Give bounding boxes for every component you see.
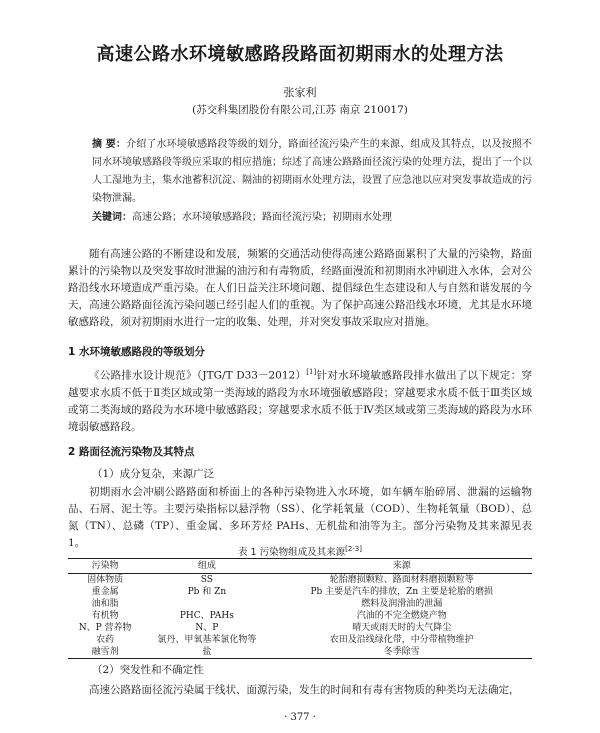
table-cell: 有机物 <box>91 611 119 621</box>
table-cell: N、P <box>195 623 219 633</box>
table-cell: 晴天或雨天时的大气降尘 <box>352 623 452 633</box>
table-cell: 农药 <box>96 635 115 645</box>
table-header-row <box>68 559 532 574</box>
section-1-citation: [1] <box>306 368 317 376</box>
table-1-caption-citation: [2-3] <box>345 544 362 553</box>
table-1-caption-text: 表 1 污染物组成及其来源 <box>238 547 346 558</box>
table-row <box>68 598 532 610</box>
table-row <box>68 574 532 587</box>
table-cell: 盐 <box>142 646 271 659</box>
section-2-subheading-2: （2）突发性和不确定性 <box>92 664 204 676</box>
table-cell: 重金属 <box>91 587 119 597</box>
keywords <box>92 208 532 223</box>
table-row <box>68 610 532 622</box>
table-cell: 氯丹、甲氧基苯氯化物等 <box>157 635 257 645</box>
table-header-cell: 污染物 <box>68 559 142 574</box>
table-cell: 冬季除雪 <box>272 646 532 659</box>
table-cell: 固体物质 <box>87 575 124 585</box>
section-1-heading: 1 水环境敏感路段的等级划分 <box>68 346 205 358</box>
table-header-cell: 来源 <box>272 559 532 574</box>
table-row <box>68 586 532 598</box>
table-cell: N、P 营养物 <box>78 623 132 633</box>
keywords-label: 关键词： <box>92 212 132 223</box>
section-1-paragraph <box>68 364 532 436</box>
table-cell: 汽油的不完全燃烧产物 <box>356 611 447 621</box>
section-2-subheading-1: （1）成分复杂，来源广泛 <box>92 468 215 480</box>
table-cell: 农田及沿线绿化带，中分带植物维护 <box>329 635 474 645</box>
section-2-paragraph-2: 高速公路路面径流污染属于线状、面源污染，发生的时间和有毒有害物质的种类均无法确定， <box>89 684 520 696</box>
table-row <box>68 646 532 659</box>
table-cell: SS <box>200 575 213 585</box>
keywords-text: 高速公路；水环境敏感路段；路面径流污染；初期雨水处理 <box>132 212 392 223</box>
table-1 <box>68 558 532 659</box>
section-1-text-after: 针对水环境敏感路段排水做出了以下规定：穿越要求水质不低于Ⅱ类区域或第一类海域的路段为水环境强敏感路段；穿越要求水质不低于Ⅲ类区域或第二类海域的路段为水环境中敏感路段；穿越要求水质不低于Ⅳ类区域或第三类海域的路段为水环境弱敏感路段。 <box>68 369 533 433</box>
page-number: · 377 · <box>284 712 316 723</box>
table-cell: 油和脂 <box>91 599 119 609</box>
table-cell <box>142 598 271 610</box>
abstract <box>92 136 532 208</box>
abstract-text: 介绍了水环境敏感路段等级的划分，路面径流污染产生的来源、组成及其特点，以及按照不同水环境敏感路段等级应采取的相应措施；综述了高速公路路面径流污染的处理方法，提出了一个以人工湿地为主，集水池蓄积沉淀、隔油的初期雨水处理方法，设置了应急池以应对突发事故造成的污染物泄漏。 <box>92 139 533 204</box>
affiliation: (苏交科集团股份有限公司,江苏 南京 210017) <box>192 104 408 116</box>
table-cell: PHC、PAHs <box>179 611 234 621</box>
table-cell: Pb 主要是汽车的排放，Zn 主要是轮胎的磨损 <box>310 587 494 597</box>
section-2-heading: 2 路面径流污染物及其特点 <box>68 446 195 458</box>
table-row <box>68 634 532 646</box>
table-header-cell: 组成 <box>142 559 271 574</box>
section-1-text-before: 《公路排水设计规范》（JTG/T D33－2012） <box>89 369 307 382</box>
abstract-label: 摘 要： <box>92 139 127 150</box>
table-1-caption <box>0 544 600 558</box>
table-cell: Pb 和 Zn <box>187 587 227 597</box>
table-cell: 融雪剂 <box>68 646 142 659</box>
table-row <box>68 622 532 634</box>
section-2-paragraph: 初期雨水会冲刷公路路面和桥面上的各种污染物进入水环境，如车辆车胎碎屑、泄漏的运输物品、石屑、泥土等。主要污染指标以悬浮物（SS）、化学耗氧量（COD）、生物耗氧量（BOD）、总氮（TN）、总磷（TP）、重金属、多环芳烃 PAHs、无机盐和油等为主。部分污染物及其来源见表 1。 <box>68 486 532 549</box>
table-cell: 燃料及润滑油的泄漏 <box>361 599 443 609</box>
author: 张家利 <box>283 86 317 99</box>
intro-paragraph: 随有高速公路的不断建设和发展，频繁的交通活动使得高速公路路面累积了大量的污染物，路面累计的污染物以及突发事故时泄漏的油污和有毒物质，经路面漫流和初期雨水冲刷进入水体，会对公路沿线水环境造成严重污染。在人们日益关注环境问题、提倡绿色生态建设和人与自然和谐发展的今天，高速公路路面径流污染问题已经引起人们的重视。为了保护高速公路沿线水环境，尤其是水环境敏感路段，须对初期雨水进行一定的收集、处理，并对突发事故采取应对措施。 <box>68 248 532 328</box>
table-cell: 轮胎磨损颗粒、路面材料磨损颗粒等 <box>329 575 474 585</box>
paper-title: 高速公路水环境敏感路段路面初期雨水的处理方法 <box>96 44 504 65</box>
